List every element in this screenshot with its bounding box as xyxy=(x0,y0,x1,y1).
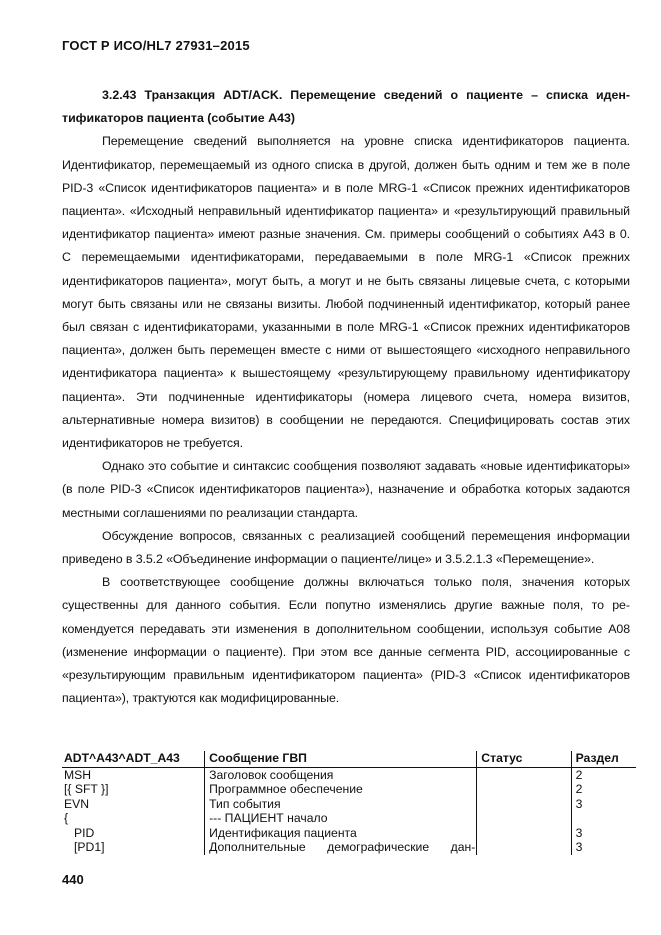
cell-status xyxy=(477,767,571,782)
cell-description: Тип события xyxy=(205,797,477,812)
table-row xyxy=(62,797,636,812)
cell-segment: EVN xyxy=(64,796,90,811)
column-header-description: Сообщение ГВП xyxy=(205,751,477,767)
page-number: 440 xyxy=(62,872,84,887)
cell-section: 3 xyxy=(571,797,636,812)
table-row xyxy=(62,840,636,855)
table-row xyxy=(62,767,636,782)
document-header-standard: ГОСТ Р ИСО/HL7 27931–2015 xyxy=(62,38,250,53)
body-paragraph: Однако это событие и синтаксис сообщения позволяют задавать «новые идентификаторы» (в поле PID-3 «Список идентификаторов пациента»), назначение и обработка которых задаются местными соглашениями по реализации стандарта. xyxy=(62,459,630,520)
column-header-status: Статус xyxy=(477,751,571,767)
table-header-row xyxy=(62,751,636,767)
cell-segment: PID xyxy=(74,825,95,840)
cell-description: Идентификация пациента xyxy=(205,826,477,841)
message-structure-table xyxy=(62,751,636,855)
column-header-segment: ADT^A43^ADT_A43 xyxy=(62,751,205,767)
cell-description: --- ПАЦИЕНТ начало xyxy=(205,811,477,826)
table-row xyxy=(62,782,636,797)
table-row xyxy=(62,826,636,841)
cell-description: Заголовок сообщения xyxy=(205,767,477,782)
column-header-section: Раздел xyxy=(571,751,636,767)
cell-status xyxy=(477,826,571,841)
cell-section: 3 xyxy=(571,840,636,855)
cell-description: Дополнительные демографические дан- xyxy=(205,840,477,855)
cell-status xyxy=(477,797,571,812)
cell-status xyxy=(477,840,571,855)
cell-description: Программное обеспечение xyxy=(205,782,477,797)
cell-section xyxy=(571,811,636,826)
cell-section: 3 xyxy=(571,826,636,841)
cell-status xyxy=(477,782,571,797)
body-paragraph: Обсуждение вопросов, связанных с реализацией сообщений перемещения информации приведено в 3.5.2 «Объединение информации о пациенте/лице» и 3.5.2.1.3 «Перемещение». xyxy=(62,528,630,567)
cell-segment: [{ SFT }] xyxy=(64,782,109,796)
cell-status xyxy=(477,811,571,826)
cell-segment: [PD1] xyxy=(74,840,105,854)
body-paragraph: В соответствующее сообщение должны включаться только поля, значения которых существенны для данного события. Если попутно изменялись другие важные поля, то рекомендуется передавать эти изменения в дополнительном сообщении, используя событие А08 (изменение информации о пациенте). При этом все данные сегмента PID, ассоциированные с «результирующим правильным идентификатором пациента» (PID-3 «Список идентификаторов пациента»), трактуются как модифицированные. xyxy=(62,575,630,706)
body-paragraph: Перемещение сведений выполняется на уровне списка идентификаторов пациента. Идентификатор, перемещаемый из одного списка в другой, должен быть одним и тем же в поле PID-3 «Список идентификаторов пациента» и в поле MRG-1 «Список прежних идентификаторов пациента». «Исходный неправильный идентификатор пациента» и «результирующий правильный идентификатор пациента» имеют разные значения. См. примеры сообщений о событиях А43 в 0. С перемещаемыми идентификаторами, передаваемыми в поле MRG-1 «Список прежних идентификаторов пациента», могут быть, а могут и не быть связаны лицевые счета, с которыми могут быть связаны или не связаны визиты. Любой подчиненный идентификатор, который ранее был связан с идентификаторами, указанными в поле MRG-1 «Список прежних идентификаторов пациента», должен быть перемещен вместе с ними от вышестоящего «исходного неправильного идентификатора пациента» к вышестоящему «результирующему правильному идентификатору пациента». Эти подчиненные идентификаторы (номера лицевого счета, номера визитов, альтернативные номера визитов) в сообщении не передаются. Специфицировать состав этих идентификаторов не требуется. xyxy=(62,134,630,451)
cell-section: 2 xyxy=(571,767,636,782)
cell-segment: MSH xyxy=(64,767,92,782)
cell-section: 2 xyxy=(571,782,636,797)
cell-segment: { xyxy=(64,811,69,825)
table-row xyxy=(62,811,636,826)
document-body xyxy=(62,84,630,710)
section-heading: 3.2.43 Транзакция ADT/ACK. Перемещение сведений о пациенте – списка идентификаторов пациента (событие А43) xyxy=(62,88,630,126)
